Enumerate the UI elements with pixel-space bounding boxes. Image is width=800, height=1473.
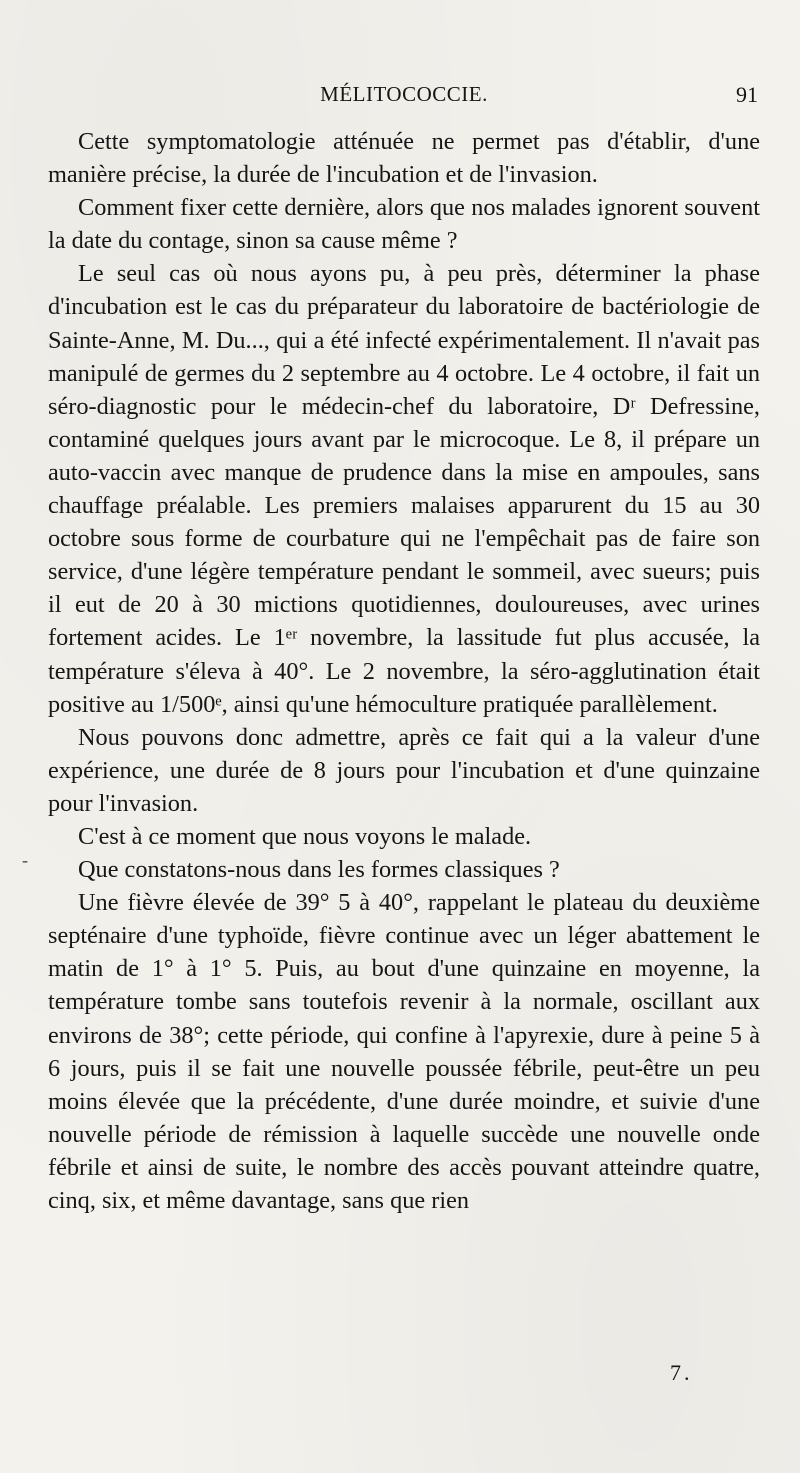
paragraph: Une fièvre élevée de 39° 5 à 40°, rappelant le plateau du deuxième septénaire d'une typhoïde, fièvre continue avec un léger abattement le matin de 1° à 1° 5. Puis, au bout d'une quinzaine en moyenne, la température tombe sans toutefois revenir à la normale, oscillant aux environs de 38°; cette période, qui confine à l'apyrexie, dure à peine 5 à 6 jours, puis il se fait une nouvelle poussée fébrile, peut-être un peu moins élevée que la précédente, d'une durée moindre, et suivie d'une nouvelle période de rémission à laquelle succède une nouvelle onde fébrile et ainsi de suite, le nombre des accès pouvant atteindre quatre, cinq, six, et même davantage, sans que rien — [48, 889, 760, 1214]
paragraph: Cette symptomatologie atténuée ne permet pas d'établir, d'une manière précise, la durée de l'incubation et de l'invasion. — [48, 128, 760, 189]
page-header — [48, 82, 760, 112]
paragraph: C'est à ce moment que nous voyons le malade. — [78, 822, 532, 850]
margin-mark: - — [22, 850, 28, 870]
page-number: 91 — [736, 82, 758, 107]
paragraph: Le seul cas où nous ayons pu, à peu près, déterminer la phase d'incubation est le cas du préparateur du laboratoire de bactériologie de Sainte-Anne, M. Du..., qui a été infecté expérimentalement. Il n'avait pas manipulé de germes du 2 septembre au 4 octobre. Le 4 octobre, il fait un séro-diagnostic pour le médecin-chef du laboratoire, Dʳ Defressine, contaminé quelques jours avant par le microcoque. Le 8, il prépare un auto-vaccin avec manque de prudence dans la mise en ampoules, sans chauffage préalable. Les premiers malaises apparurent du 15 au 30 octobre sous forme de courbature qui ne l'empêchait pas de faire son service, d'une légère température pendant le sommeil, avec sueurs; puis il eut de 20 à 30 mictions quotidiennes, douloureuses, avec urines fortement acides. Le 1ᵉʳ novembre, la lassitude fut plus accusée, la température s'éleva à 40°. Le 2 novembre, la séro-agglutination était positive au 1/500ᵉ, ainsi qu'une hémoculture pratiquée parallèlement. — [48, 260, 760, 718]
body-text — [48, 125, 760, 1217]
paragraph: Nous pouvons donc admettre, après ce fait qui a la valeur d'une expérience, une durée de 8 jours pour l'incubation et d'une quinzaine pour l'invasion. — [48, 723, 760, 817]
signature-mark: 7. — [670, 1360, 693, 1385]
paragraph: Comment fixer cette dernière, alors que nos malades ignorent souvent la date du contage, sinon sa cause même ? — [48, 194, 760, 255]
paragraph: Que constatons-nous dans les formes classiques ? — [78, 856, 560, 884]
running-title: MÉLITOCOCCIE. — [320, 82, 488, 106]
